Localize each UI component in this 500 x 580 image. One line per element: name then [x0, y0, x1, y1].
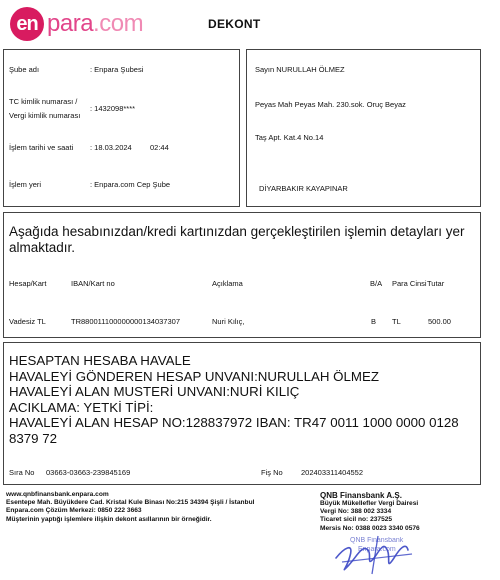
footer-mersis: Mersis No: 0388 0023 3340 0576: [320, 524, 420, 532]
tc-label-line2: Vergi kimlik numarası: [9, 111, 81, 120]
customer-address-line2: Taş Apt. Kat.4 No.14: [255, 133, 324, 142]
description-line: HESAPTAN HESABA HAVALE: [9, 353, 191, 368]
customer-city: DİYARBAKIR KAYAPINAR: [259, 184, 348, 193]
branch-value: : Enpara Şubesi: [90, 65, 144, 74]
footer-bank-registry: [320, 491, 420, 533]
description-box: [3, 342, 481, 485]
footer-tax-office: Büyük Mükellefler Vergi Dairesi: [320, 500, 419, 507]
footer-bank-address: [6, 491, 254, 524]
description-line: HAVALEYİ ALAN MUSTERİ UNVANI:NURİ KILIÇ: [9, 384, 300, 399]
enpara-logo: [10, 6, 143, 42]
fis-label: Fiş No: [261, 468, 283, 477]
footer-trade-registry: Ticaret sicil no: 237525: [320, 516, 393, 524]
col-header-currency: Para Cinsi: [392, 279, 427, 288]
customer-name: Sayın NURULLAH ÖLMEZ: [255, 65, 345, 74]
transaction-info-box: [3, 49, 240, 207]
col-header-description: Açıklama: [212, 279, 243, 288]
description-line: HAVALEYİ ALAN HESAP NO:128837972 IBAN: TR47 0011 1000 0000 0128: [9, 415, 459, 430]
logo-en-badge: en: [10, 7, 44, 41]
datetime-label: İşlem tarihi ve saati: [9, 143, 74, 152]
tc-label-line1: TC kimlik numarası /: [9, 97, 78, 106]
place-value: : Enpara.com Cep Şube: [90, 180, 171, 189]
col-header-account: Hesap/Kart: [9, 279, 47, 288]
svg-text:QNB Finansbank: QNB Finansbank: [350, 537, 404, 544]
logo-para: para: [47, 10, 94, 37]
fis-value: 202403311404552: [301, 468, 364, 477]
footer-call-center: Enpara.com Çözüm Merkezi: 0850 222 3663: [6, 507, 142, 515]
bank-stamp-signature: [328, 528, 420, 576]
row-ba: B: [371, 317, 377, 326]
description-line: 8379 72: [9, 430, 58, 446]
logo-com: .com: [93, 10, 144, 37]
svg-text:Enpara.com: Enpara.com: [358, 546, 396, 553]
sira-label: Sıra No: [9, 468, 35, 477]
place-label: İşlem yeri: [9, 180, 42, 189]
row-amount: 500.00: [428, 317, 451, 326]
description-line: HAVALEYİ GÖNDEREN HESAP UNVANI:NURULLAH ÖLMEZ: [9, 368, 379, 384]
footer-notice: Müşterinin yaptığı işlemlere ilişkin dekont asıllarının bir örneğidir.: [6, 515, 212, 523]
footer-tax-number: Vergi No: 388 002 3334: [320, 508, 392, 516]
row-description: Nuri Kılıç,: [212, 317, 245, 326]
date-value: : 18.03.2024: [90, 143, 132, 152]
branch-label: Şube adı: [9, 65, 40, 74]
description-text: [9, 353, 459, 446]
col-header-ba: B/A: [370, 279, 383, 288]
customer-address-line1: Peyas Mah Peyas Mah. 230.sok. Oruç Beyaz: [255, 100, 406, 109]
description-line: ACIKLAMA: YETKİ TİPİ:: [9, 399, 154, 415]
sira-value: 03663-03663-239845169: [46, 468, 131, 477]
col-header-amount: Tutar: [427, 279, 445, 288]
row-iban: TR880011100000000134037307: [71, 317, 180, 326]
row-account: Vadesiz TL: [9, 317, 46, 326]
footer-website: www.qnbfinansbank.enpara.com: [6, 491, 109, 498]
customer-address-box: [246, 49, 481, 207]
tc-value: : 1432098****: [90, 104, 136, 113]
logo-wordmark: [47, 10, 143, 38]
footer-address: Esentepe Mah. Büyükdere Cad. Kristal Kule Binası No:215 34394 Şişli / İstanbul: [6, 499, 255, 507]
footer-bank-name: QNB Finansbank A.Ş.: [320, 491, 402, 500]
document-title: DEKONT: [208, 17, 261, 31]
time-value: 02:44: [150, 143, 169, 152]
col-header-iban: IBAN/Kart no: [71, 279, 115, 288]
row-currency: TL: [392, 317, 401, 326]
details-intro: Aşağıda hesabınızdan/kredi kartınızdan gerçekleştirilen işlemin detayları yer almaktadır.: [9, 224, 465, 255]
transaction-details-box: [3, 212, 481, 338]
